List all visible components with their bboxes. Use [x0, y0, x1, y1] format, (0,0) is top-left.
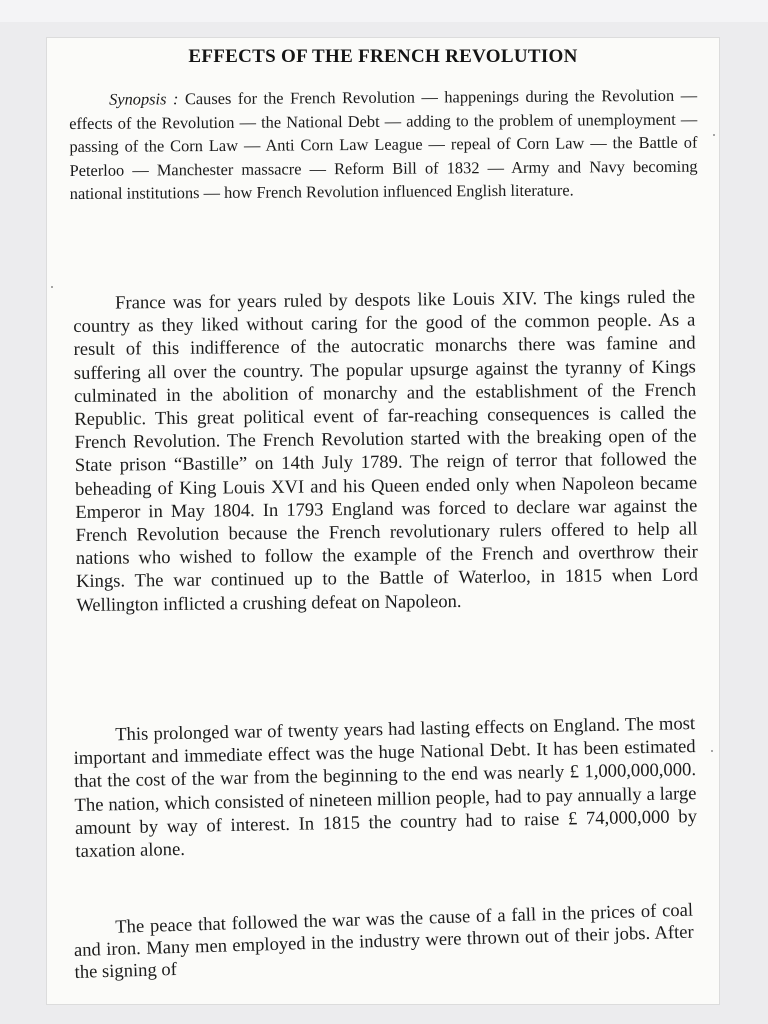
top-strip	[0, 0, 768, 22]
paragraph-2: This prolonged war of twenty years had lasting effects on England. The most important and immediate effect was the huge National Debt. It has been estimated that the cost of the war from the beginning to the end was nearly £ 1,000,000,000. The nation, which consisted of nineteen million people, had to pay annually a large amount by way of interest. In 1815 the country had to raise £ 74,000,000 by taxation alone.	[73, 713, 698, 862]
paragraph-3: The peace that followed the war was the cause of a fall in the prices of coal and iron. Many men employed in the industry were thrown out of their jobs. After the signing of	[73, 899, 695, 983]
synopsis	[69, 84, 698, 206]
chapter-title: EFFECTS OF THE FRENCH REVOLUTION	[188, 46, 578, 67]
synopsis-text: Causes for the French Revolution — happenings during the Revolution — effects of the Revolution — the National Debt — adding to the problem of unemployment — passing of the Corn Law — Anti Corn Law League — repeal of Corn Law — the Battle of Peterloo — Manchester massacre — Reform Bill of 1832 — Army and Navy becoming national institutions — how French Revolution influenced English literature.	[69, 85, 698, 204]
paper-speck	[711, 750, 713, 752]
synopsis-label: Synopsis :	[109, 89, 179, 109]
paper-speck	[713, 134, 715, 136]
paragraph-1: France was for years ruled by despots like Louis XIV. The kings ruled the country as they liked without caring for the good of the common people. As a result of this indifference of the autocratic monarchs there was famine and suffering all over the country. The popular upsurge against the tyranny of Kings culminated in the abolition of monarchy and the establishment of the French Republic. This great political event of far-reaching consequences is called the French Revolution. The French Revolution started with the breaking open of the State prison “Bastille” on 14th July 1789. The reign of terror that followed the beheading of King Louis XVI and his Queen ended only when Napoleon became Emperor in May 1804. In 1793 England was forced to declare war against the French Revolution because the French revolutionary rulers offered to help all nations who wished to follow the example of the French and overthrow their Kings. The war continued up to the Battle of Waterloo, in 1815 when Lord Wellington inflicted a crushing defeat on Napoleon.	[73, 286, 699, 616]
book-page	[47, 38, 719, 1004]
paper-speck	[51, 286, 53, 288]
